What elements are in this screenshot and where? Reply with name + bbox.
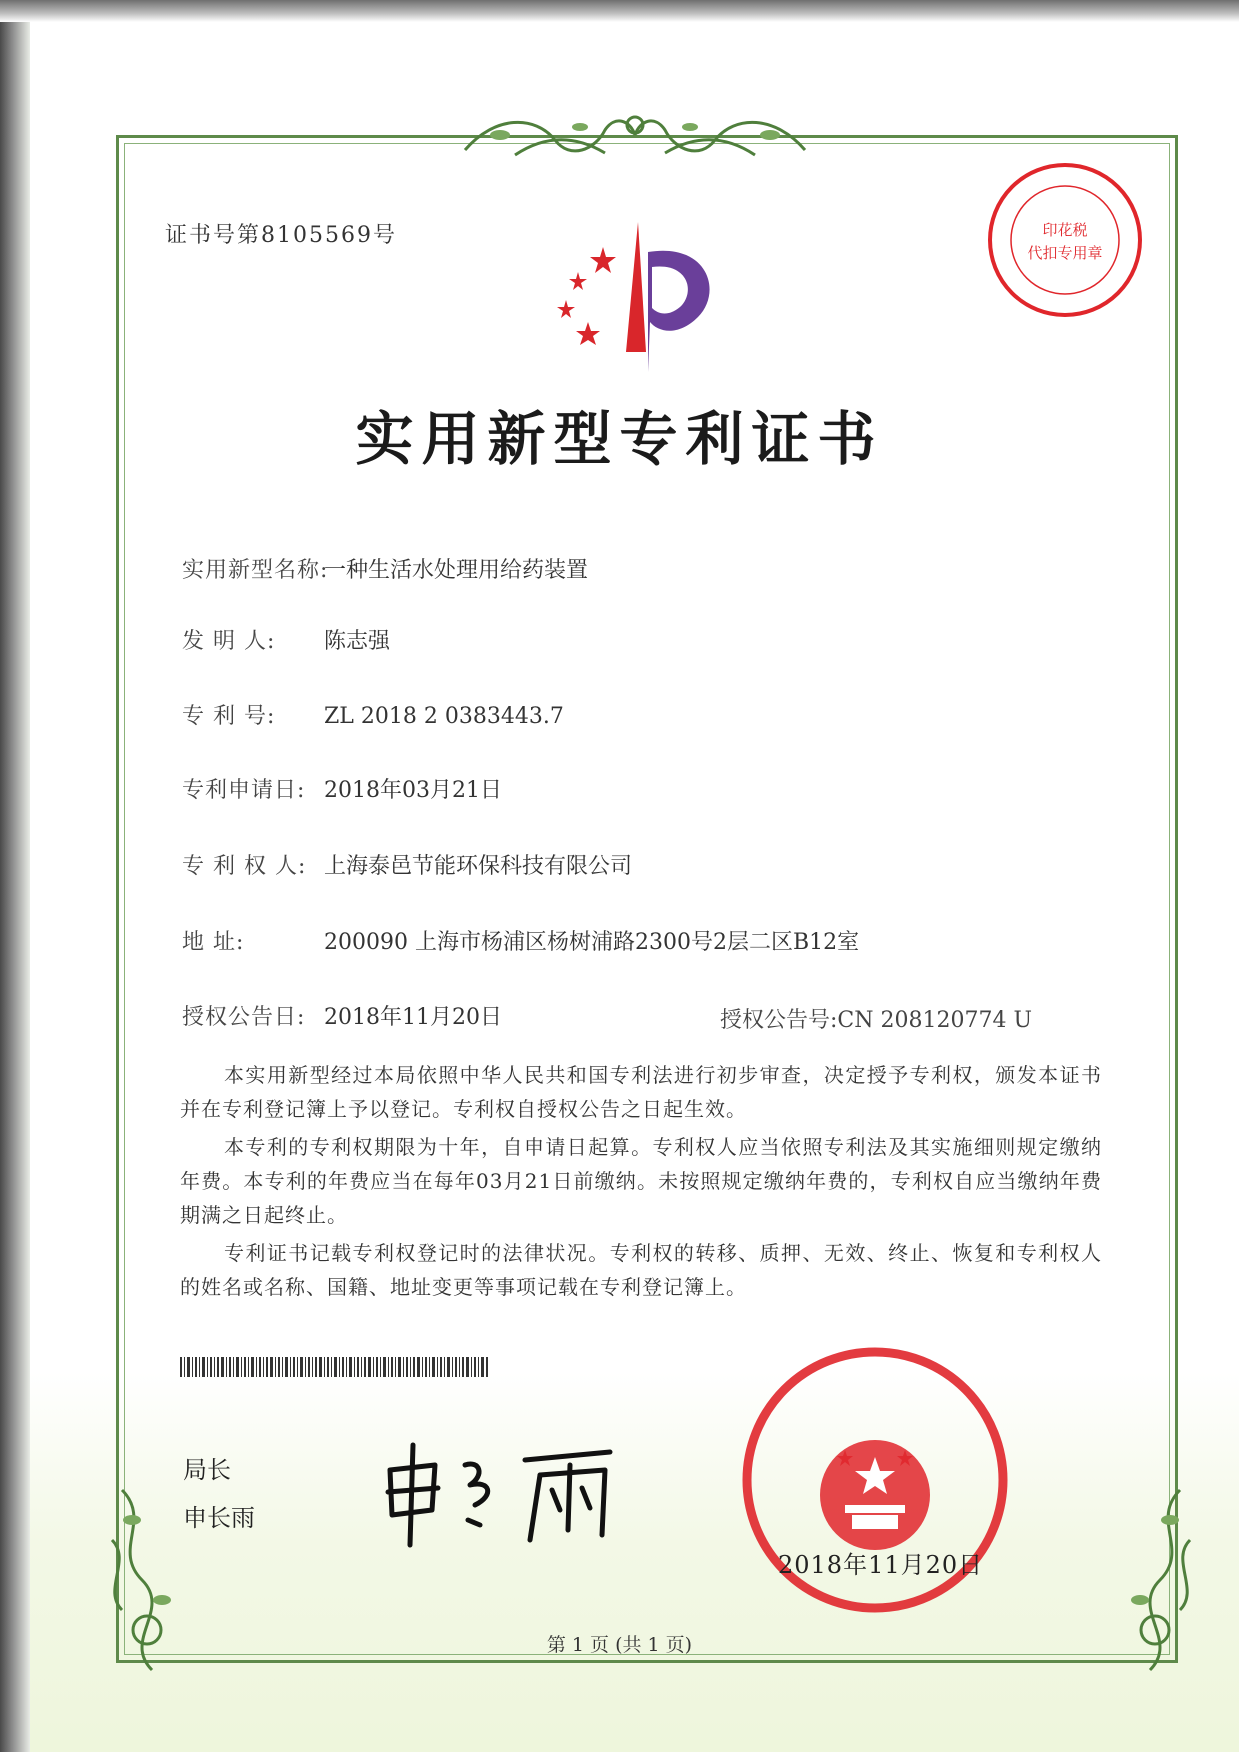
- certificate-number: 证书号第8105569号: [165, 223, 397, 248]
- page-footer: 第 1 页 (共 1 页): [546, 1634, 693, 1656]
- field-application-date: [182, 773, 502, 804]
- field-label: 发 明 人:: [182, 629, 276, 654]
- field-label: 授权公告日:: [182, 1005, 306, 1030]
- field-label: 实用新型名称:: [182, 558, 329, 583]
- barcode-icon: [180, 1357, 490, 1377]
- field-label: 专利申请日:: [182, 778, 306, 803]
- seal-date: 2018年11月20日: [778, 1551, 984, 1579]
- field-value: 2018年11月20日: [324, 1005, 502, 1030]
- scan-edge-top: [0, 0, 1239, 22]
- signatory-role: 局长: [183, 1456, 231, 1484]
- field-value: 陈志强: [324, 629, 391, 654]
- svg-text:印花税: 印花税: [1042, 221, 1088, 239]
- field-label: 授权公告号:: [720, 1008, 838, 1033]
- patent-office-logo-icon: [548, 222, 748, 372]
- top-ornament-icon: [455, 105, 815, 165]
- field-value: ZL 2018 2 0383443.7: [324, 704, 564, 729]
- svg-text:代扣专用章: 代扣专用章: [1027, 244, 1103, 262]
- field-patent-number: [182, 699, 564, 730]
- field-value: 上海泰邑节能环保科技有限公司: [324, 854, 633, 879]
- field-inventor: [182, 624, 390, 655]
- field-label: 专 利 号:: [182, 704, 276, 729]
- field-value: 一种生活水处理用给药装置: [324, 558, 589, 583]
- field-grant-date: [182, 1000, 502, 1031]
- tax-stamp-seal-icon: [985, 160, 1145, 320]
- field-address: [182, 925, 859, 956]
- field-label: 地 址:: [182, 930, 245, 955]
- signatory-name: 申长雨: [183, 1504, 255, 1532]
- paragraph-term: 本专利的专利权期限为十年，自申请日起算。专利权人应当依照专利法及其实施细则规定缴纳年费。本专利的年费应当在每年03月21日前缴纳。未按照规定缴纳年费的，专利权自应当缴纳年费期满之日起终止。: [180, 1135, 1102, 1227]
- paragraph-legal-status: 专利证书记载专利权登记时的法律状况。专利权的转移、质押、无效、终止、恢复和专利权人的姓名或名称、国籍、地址变更等事项记载在专利登记簿上。: [180, 1241, 1102, 1299]
- scan-edge-left: [0, 0, 30, 1752]
- certificate-title: 实用新型专利证书: [355, 405, 884, 473]
- field-utility-model-name: [182, 553, 588, 584]
- field-patentee: [182, 849, 632, 880]
- field-value: CN 208120774 U: [837, 1008, 1033, 1033]
- field-value: 2018年03月21日: [324, 778, 502, 803]
- field-announcement-number: [720, 1003, 1032, 1034]
- field-label: 专 利 权 人:: [182, 854, 307, 879]
- handwritten-signature-icon: [380, 1430, 640, 1550]
- paragraph-grant: 本实用新型经过本局依照中华人民共和国专利法进行初步审查，决定授予专利权，颁发本证书并在专利登记簿上予以登记。专利权自授权公告之日起生效。: [180, 1063, 1102, 1121]
- field-value: 200090 上海市杨浦区杨树浦路2300号2层二区B12室: [324, 930, 860, 955]
